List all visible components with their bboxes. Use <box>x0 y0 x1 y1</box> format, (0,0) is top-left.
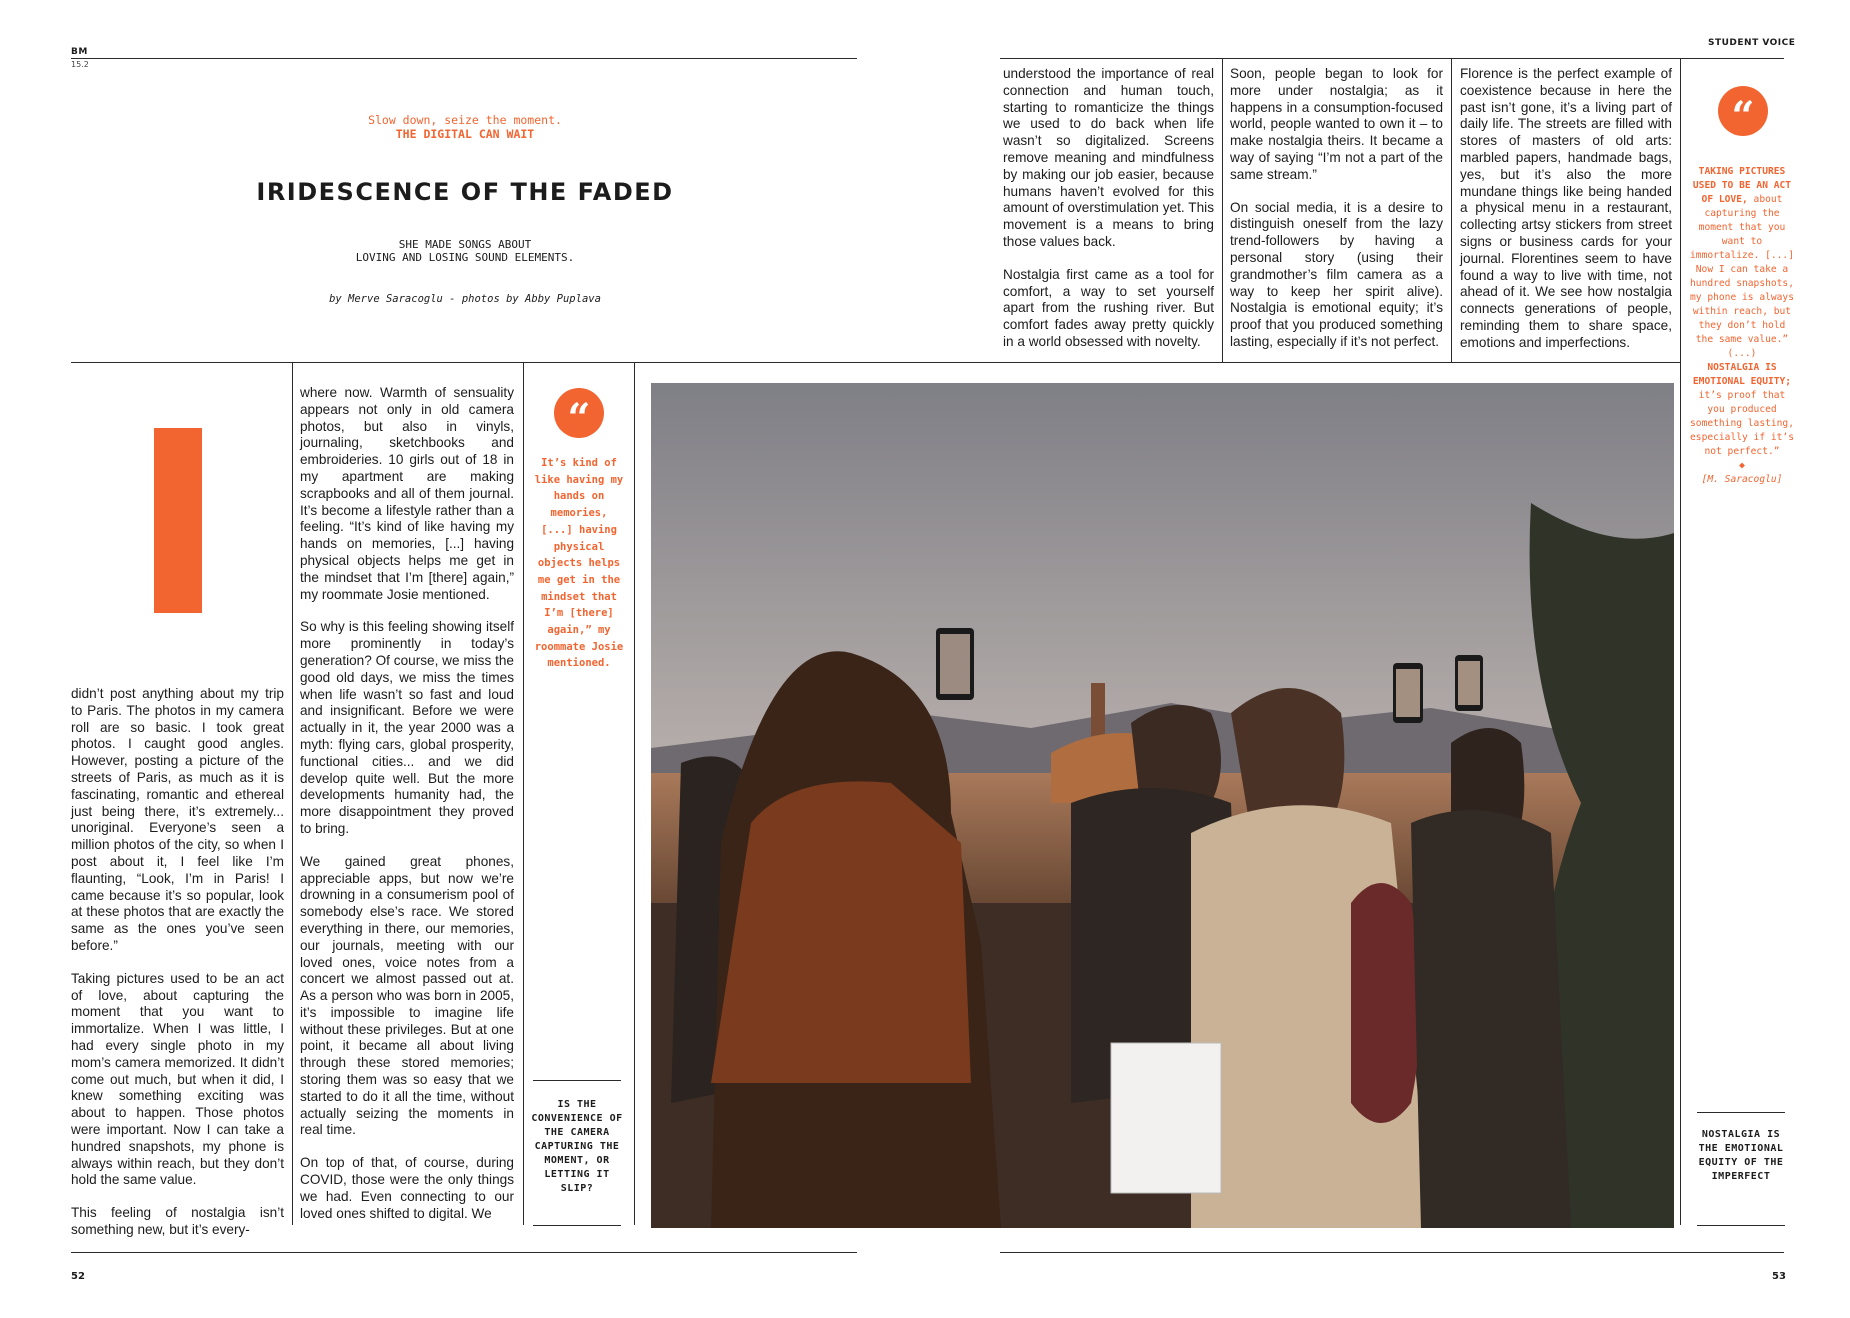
diamond-icon: ◆ <box>1739 460 1745 471</box>
paragraph: This feeling of nostalgia isn’t something new, but it’s every- <box>71 1205 284 1237</box>
sidebar-question: IS THE CONVENIENCE OF THE CAMERA CAPTURING THE MOMENT, OR LETTING IT SLIP? <box>531 1099 623 1194</box>
subhead-line-2: LOVING AND LOSING SOUND ELEMENTS. <box>355 251 575 264</box>
column-rule-4 <box>1222 58 1223 362</box>
page-number-right: 53 <box>1772 1271 1786 1282</box>
question-rule-top <box>533 1080 621 1081</box>
statement-rule-top <box>1697 1112 1785 1113</box>
pullquote-text-1: about capturing the moment that you want to immortalize. [...] Now I can take a hundred snapshots, my phone is always within reach, but they don’t hold the same value.” <box>1690 194 1794 345</box>
kicker-line-1: Slow down, seize the moment. <box>368 113 562 127</box>
page-number-left: 52 <box>71 1271 85 1282</box>
paragraph: We gained great phones, appreciable apps, but now we’re drowning in a consumerism pool of somebody else’s race. We stored everything in there, our memories, our journals, meeting with our loved ones, voice notes from a concert we almost passed out at. As a person who was born in 2005, it’s impossible to imagine life without these privileges. But at one point, it became all about living through these stored memories; storing them was so easy that we started to do it all the time, without actually seizing the moments in real time. <box>300 853 514 1138</box>
column-5 <box>1460 66 1672 368</box>
pullquote-bold-1: TAKING PICTURES USED TO BE AN ACT OF LOVE, <box>1692 166 1792 205</box>
paragraph: understood the importance of real connection and human touch, starting to romanticize the things we used to do back when life wasn’t so digitalized. Screens remove meaning and mindfulness by making our job easier, because humans haven’t evolved for this amount of overstimulation yet. This movement is a means to bring those values back. <box>1003 66 1214 249</box>
column-rule-5 <box>1451 58 1452 362</box>
pullquote-text-2: it’s proof that you produced something lasting, especially if it’s not perfect.” <box>1690 390 1794 457</box>
column-rule-1 <box>292 363 293 1225</box>
magazine-mark: BM <box>71 47 88 57</box>
header-rule-left <box>71 58 857 59</box>
byline: by Merve Saracoglu - photos by Abby Puplava <box>329 293 601 305</box>
subhead <box>260 238 670 264</box>
column-1 <box>71 686 284 1255</box>
header-rule-right <box>1000 58 1784 59</box>
column-rule-6 <box>1680 58 1681 1225</box>
paragraph: On top of that, of course, during COVID, those were the only things we had. Even connecting to our loved ones shifted to digital. We <box>300 1155 514 1221</box>
paragraph: Taking pictures used to be an act of love, about capturing the moment that you want to immortalize. When I was little, I had every single photo in my mom’s camera memorized. It didn’t come out much, but when it did, I knew something exciting was about to happen. Those photos were important. Now I can take a hundred snapshots, my phone is always within reach, but they don’t hold the same value. <box>71 970 284 1188</box>
paragraph: So why is this feeling showing itself more prominently in today’s generation? Of course, we miss the good old days, we miss the times when life wasn’t so fast and loud and insignificant. Before we were actually in it, the year 2000 was a myth: flying cars, global prosperity, functional cities... and we did develop quite well. But the more developments humanity had, the more disappointment they proved to bring. <box>300 619 514 836</box>
section-label: STUDENT VOICE <box>1708 38 1796 48</box>
column-4 <box>1230 66 1443 367</box>
column-rule-3 <box>634 363 635 1225</box>
pullquote-right <box>1688 165 1796 487</box>
paragraph: where now. Warmth of sensuality appears not only in old camera photos, but also in vinyls, journaling, sketchbooks and embroideries. 10 girls out of 18 in my apartment are making scrapbooks and all of them journal. It’s become a lifestyle rather than a feeling. “It’s kind of like having my hands on memories, [...] having physical objects helps me get in the mindset that I’m [there] again,” my roommate Josie mentioned. <box>300 385 514 602</box>
footer-rule-left <box>71 1252 857 1253</box>
column-2 <box>300 385 514 1238</box>
paragraph: On social media, it is a desire to distinguish oneself from the lazy trend-followers by having a personal story (using their grandmother’s film camera as a way to keep her spirit alive). Nostalgia is emotional equity; it’s proof that you produced something lasting, especially if it’s not perfect. <box>1230 199 1443 349</box>
sidebar-statement: NOSTALGIA IS THE EMOTIONAL EQUITY OF THE IMPERFECT <box>1698 1129 1784 1182</box>
subhead-line-1: SHE MADE SONGS ABOUT <box>398 238 532 251</box>
pullquote-attribution: [M. Saracoglu] <box>1701 474 1783 485</box>
footer-rule-right <box>1000 1252 1784 1253</box>
paragraph: Florence is the perfect example of coexistence because in here the past isn’t gone, it’s a living part of daily life. The streets are filled with stores of masters of old arts: marbled papers, handmade bags, yes, but it’s also the more mundane things like being handed a physical menu in a restaurant, collecting artsy stickers from street signs or business cards for your journal. Florentines seem to have found a way to live with time, not ahead of it. We see how nostalgia connects generations of people, reminding them to share space, emotions and imperfections. <box>1460 66 1672 350</box>
article-title: IRIDESCENCE OF THE FADED <box>256 178 674 206</box>
paragraph: Nostalgia first came as a tool for comfort, a way to set yourself apart from the rushing river. But comfort fades away pretty quickly in a world obsessed with novelty. <box>1003 266 1214 349</box>
pullquote-bold-2: NOSTALGIA IS EMOTIONAL EQUITY; <box>1692 362 1792 387</box>
kicker <box>260 113 670 141</box>
drop-cap <box>154 428 202 613</box>
statement-rule-bottom <box>1697 1225 1785 1226</box>
kicker-line-2: THE DIGITAL CAN WAIT <box>395 127 535 141</box>
paragraph: didn’t post anything about my trip to Paris. The photos in my camera roll are so basic. I took great photos. I caught good angles. However, posting a picture of the streets of Paris, as much as it is fascinating, romantic and ethereal just being there, it’s extremely... unoriginal. Everyone’s seen a million photos of the city, so when I post about it, I feel like I’m flaunting, “Look, I’m in Paris! I came because it’s so popular, look at these photos that are exactly the same as the ones you’ve seen before.” <box>71 686 284 953</box>
question-rule-bottom <box>533 1225 621 1226</box>
pullquote-ellipsis: (...) <box>1727 348 1757 359</box>
paragraph: Soon, people began to look for more under nostalgia; as it happens in a consumption-focused world, people wanted to own it – to make nostalgia theirs. It became a way of saying “I’m not a part of the same stream.” <box>1230 66 1443 182</box>
quote-icon: “ <box>1718 86 1768 136</box>
column-3 <box>1003 66 1214 367</box>
pullquote-left: It’s kind of like having my hands on memories, [...] having physical objects helps me get in the mindset that I’m [there] again,” my roommate Josie mentioned. <box>534 457 624 670</box>
photo-illustration <box>651 383 1674 1228</box>
column-rule-2 <box>523 363 524 1225</box>
quote-icon: “ <box>554 388 604 438</box>
issue-number: 15.2 <box>71 60 89 69</box>
article-photo <box>651 383 1674 1228</box>
